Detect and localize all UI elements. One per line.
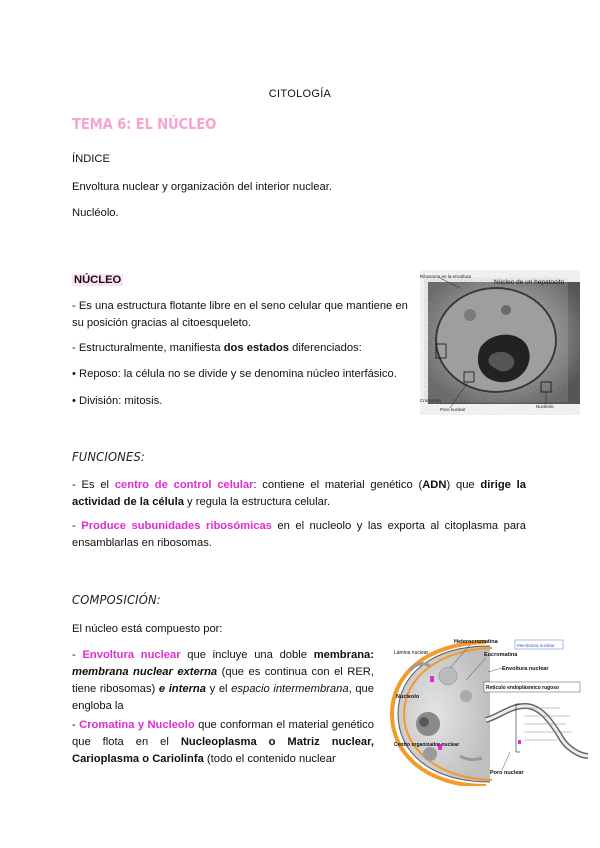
page-title: TEMA 6: EL NÚCLEO [72,115,217,133]
page-header: CITOLOGÍA [268,88,332,100]
funciones-heading: FUNCIONES: [72,449,145,464]
nucleo-heading [72,272,123,289]
diagram-label-eucromatina: Eucromatina [484,652,518,658]
diagram-label-heterocromatina: Heterocromatina [454,639,498,645]
diagram-label-centro: Centro organizador nuclear [394,742,460,748]
funciones-item-2: - Produce subunidades ribosómicas en el nucleolo y las exporta al citoplasma para ensamblarlas en ribosomas. [72,520,526,549]
composicion-intro: El núcleo está compuesto por: [72,623,223,635]
diagram-label-reticulo: Retículo endoplásmico rugoso [486,685,560,691]
nucleo-paragraph-1: - Es una estructura flotante libre en el seno celular que mantiene en su posición gracias al citoesqueleto. [72,300,408,329]
funciones-item-1: - Es el centro de control celular: contiene el material genético (ADN) que dirige la actividad de la célula y regula la estructura celular. [72,479,526,508]
fig-label-hepatocito: Núcleo de un hepatocito [494,279,565,286]
fig-label-poro: Poro nuclear [440,407,466,412]
index-heading: ÍNDICE [72,153,110,165]
diagram-label-poro: Poro nuclear [490,770,524,776]
nucleo-heading-text: NÚCLEO [74,274,122,286]
composicion-item-envoltura: - Envoltura nuclear que incluye una doble membrana: membrana nuclear externa (que es continua con el RER, tiene ribosomas) e interna y el espacio intermembrana, que engloba la [72,649,374,712]
nucleus-diagram [390,636,588,786]
diagram-label-nucleolo: Nucleolo [396,694,420,700]
nucleo-paragraph-2: - Estructuralmente, manifiesta dos estados diferenciados: [72,342,362,354]
diagram-label-envoltura: Envoltura nuclear [502,666,549,672]
fig-label-nucleolo: Nucléolo [536,404,554,409]
composicion-heading: COMPOSICIÓN: [72,592,161,607]
diagram-label-lamina: Lámina nuclear [394,650,429,656]
micrograph-figure [420,270,580,415]
fig-label-ribosoma: Ribosoma en la envoltura [420,274,472,279]
index-item: Envoltura nuclear y organización del interior nuclear. [72,181,332,193]
index-item: Nucléolo. [72,207,119,219]
nucleo-bullet-reposo: • Reposo: la célula no se divide y se denomina núcleo interfásico. [72,368,397,380]
fig-label-cromatina: Cromatina [420,398,441,403]
nucleo-bullet-division: • División: mitosis. [72,395,163,407]
composicion-item-cromatina: - Cromatina y Nucleolo que conforman el material genético que flota en el Nucleoplasma o Matriz nuclear, Carioplasma o Cariolinfa (todo el contenido nuclear [72,719,374,765]
diagram-label-membrana: Membrana nuclear [517,643,555,648]
